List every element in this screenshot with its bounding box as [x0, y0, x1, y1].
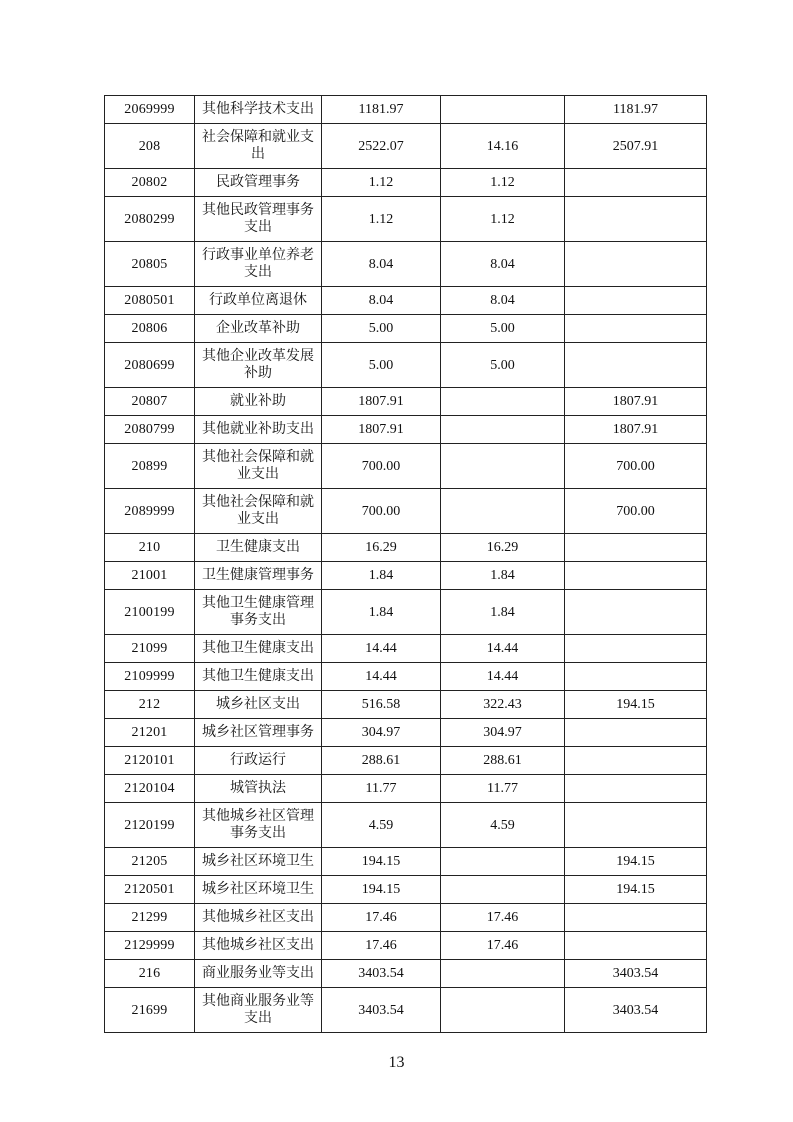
code-cell: 20899 [105, 444, 195, 489]
amount-cell-project [565, 534, 707, 562]
amount-cell-basic: 322.43 [441, 691, 565, 719]
code-cell: 210 [105, 534, 195, 562]
amount-cell-project: 700.00 [565, 489, 707, 534]
code-cell: 2120101 [105, 747, 195, 775]
table-row [105, 562, 707, 590]
table-row [105, 489, 707, 534]
name-cell: 其他卫生健康管理事务支出 [195, 590, 322, 635]
name-cell: 就业补助 [195, 388, 322, 416]
table-row [105, 691, 707, 719]
amount-cell-basic: 1.84 [441, 590, 565, 635]
table-row [105, 197, 707, 242]
name-cell: 其他社会保障和就业支出 [195, 444, 322, 489]
name-cell: 其他卫生健康支出 [195, 635, 322, 663]
table-row [105, 960, 707, 988]
table-row [105, 719, 707, 747]
amount-cell-basic [441, 444, 565, 489]
budget-table [104, 95, 707, 1033]
table-row [105, 444, 707, 489]
amount-cell-project: 3403.54 [565, 988, 707, 1033]
amount-cell-basic: 16.29 [441, 534, 565, 562]
table-row [105, 287, 707, 315]
amount-cell-project [565, 343, 707, 388]
code-cell: 2080799 [105, 416, 195, 444]
code-cell: 21299 [105, 904, 195, 932]
table-row [105, 96, 707, 124]
amount-cell-total: 288.61 [322, 747, 441, 775]
amount-cell-total: 17.46 [322, 904, 441, 932]
code-cell: 208 [105, 124, 195, 169]
table-row [105, 315, 707, 343]
name-cell: 商业服务业等支出 [195, 960, 322, 988]
amount-cell-total: 1181.97 [322, 96, 441, 124]
amount-cell-total: 700.00 [322, 489, 441, 534]
amount-cell-total: 17.46 [322, 932, 441, 960]
amount-cell-total: 1.84 [322, 562, 441, 590]
code-cell: 2080501 [105, 287, 195, 315]
code-cell: 2089999 [105, 489, 195, 534]
amount-cell-project: 194.15 [565, 876, 707, 904]
amount-cell-basic: 4.59 [441, 803, 565, 848]
amount-cell-project [565, 747, 707, 775]
table-row [105, 747, 707, 775]
amount-cell-project [565, 287, 707, 315]
amount-cell-project [565, 663, 707, 691]
amount-cell-project [565, 590, 707, 635]
amount-cell-project: 3403.54 [565, 960, 707, 988]
amount-cell-basic [441, 96, 565, 124]
amount-cell-project [565, 315, 707, 343]
amount-cell-total: 1.12 [322, 169, 441, 197]
name-cell: 其他就业补助支出 [195, 416, 322, 444]
name-cell: 城管执法 [195, 775, 322, 803]
name-cell: 其他城乡社区支出 [195, 932, 322, 960]
table-row [105, 388, 707, 416]
code-cell: 2109999 [105, 663, 195, 691]
code-cell: 20802 [105, 169, 195, 197]
code-cell: 21001 [105, 562, 195, 590]
amount-cell-basic: 14.44 [441, 635, 565, 663]
amount-cell-project [565, 932, 707, 960]
amount-cell-total: 194.15 [322, 876, 441, 904]
amount-cell-basic [441, 416, 565, 444]
amount-cell-basic [441, 876, 565, 904]
amount-cell-basic [441, 489, 565, 534]
amount-cell-project: 2507.91 [565, 124, 707, 169]
code-cell: 2080699 [105, 343, 195, 388]
amount-cell-project: 700.00 [565, 444, 707, 489]
amount-cell-total: 1.84 [322, 590, 441, 635]
name-cell: 其他民政管理事务支出 [195, 197, 322, 242]
table-row [105, 876, 707, 904]
name-cell: 行政运行 [195, 747, 322, 775]
code-cell: 2120199 [105, 803, 195, 848]
name-cell: 行政事业单位养老支出 [195, 242, 322, 287]
table-row [105, 169, 707, 197]
amount-cell-total: 3403.54 [322, 960, 441, 988]
amount-cell-basic: 14.16 [441, 124, 565, 169]
amount-cell-total: 5.00 [322, 315, 441, 343]
amount-cell-total: 194.15 [322, 848, 441, 876]
code-cell: 21201 [105, 719, 195, 747]
amount-cell-basic: 14.44 [441, 663, 565, 691]
code-cell: 216 [105, 960, 195, 988]
amount-cell-basic [441, 388, 565, 416]
amount-cell-basic [441, 988, 565, 1033]
amount-cell-total: 16.29 [322, 534, 441, 562]
amount-cell-total: 1.12 [322, 197, 441, 242]
amount-cell-total: 14.44 [322, 663, 441, 691]
amount-cell-project: 194.15 [565, 848, 707, 876]
table-row [105, 124, 707, 169]
table-row [105, 343, 707, 388]
code-cell: 2100199 [105, 590, 195, 635]
name-cell: 民政管理事务 [195, 169, 322, 197]
amount-cell-project: 1807.91 [565, 388, 707, 416]
amount-cell-project: 1807.91 [565, 416, 707, 444]
amount-cell-total: 1807.91 [322, 416, 441, 444]
table-row [105, 988, 707, 1033]
code-cell: 2120501 [105, 876, 195, 904]
amount-cell-total: 4.59 [322, 803, 441, 848]
code-cell: 20807 [105, 388, 195, 416]
amount-cell-basic: 8.04 [441, 242, 565, 287]
amount-cell-total: 8.04 [322, 242, 441, 287]
amount-cell-total: 516.58 [322, 691, 441, 719]
amount-cell-basic: 1.84 [441, 562, 565, 590]
amount-cell-total: 2522.07 [322, 124, 441, 169]
name-cell: 城乡社区环境卫生 [195, 876, 322, 904]
amount-cell-basic: 1.12 [441, 197, 565, 242]
amount-cell-total: 14.44 [322, 635, 441, 663]
name-cell: 城乡社区环境卫生 [195, 848, 322, 876]
code-cell: 20805 [105, 242, 195, 287]
code-cell: 21099 [105, 635, 195, 663]
amount-cell-basic: 8.04 [441, 287, 565, 315]
name-cell: 城乡社区支出 [195, 691, 322, 719]
amount-cell-basic: 5.00 [441, 315, 565, 343]
amount-cell-project [565, 562, 707, 590]
name-cell: 卫生健康管理事务 [195, 562, 322, 590]
table-row [105, 932, 707, 960]
amount-cell-project [565, 775, 707, 803]
table-row [105, 635, 707, 663]
amount-cell-project [565, 719, 707, 747]
name-cell: 其他城乡社区支出 [195, 904, 322, 932]
amount-cell-project [565, 242, 707, 287]
code-cell: 2129999 [105, 932, 195, 960]
amount-cell-total: 700.00 [322, 444, 441, 489]
code-cell: 21699 [105, 988, 195, 1033]
name-cell: 其他城乡社区管理事务支出 [195, 803, 322, 848]
name-cell: 城乡社区管理事务 [195, 719, 322, 747]
amount-cell-basic: 5.00 [441, 343, 565, 388]
name-cell: 其他企业改革发展补助 [195, 343, 322, 388]
name-cell: 卫生健康支出 [195, 534, 322, 562]
name-cell: 其他社会保障和就业支出 [195, 489, 322, 534]
amount-cell-total: 3403.54 [322, 988, 441, 1033]
code-cell: 20806 [105, 315, 195, 343]
table-row [105, 242, 707, 287]
amount-cell-total: 11.77 [322, 775, 441, 803]
code-cell: 2120104 [105, 775, 195, 803]
page-number: 13 [388, 1054, 405, 1071]
amount-cell-basic: 288.61 [441, 747, 565, 775]
code-cell: 212 [105, 691, 195, 719]
name-cell: 其他商业服务业等支出 [195, 988, 322, 1033]
name-cell: 社会保障和就业支出 [195, 124, 322, 169]
name-cell: 其他科学技术支出 [195, 96, 322, 124]
amount-cell-total: 304.97 [322, 719, 441, 747]
table-row [105, 803, 707, 848]
code-cell: 2069999 [105, 96, 195, 124]
amount-cell-basic: 11.77 [441, 775, 565, 803]
table-row [105, 904, 707, 932]
amount-cell-project: 1181.97 [565, 96, 707, 124]
table-row [105, 848, 707, 876]
table-row [105, 590, 707, 635]
amount-cell-project: 194.15 [565, 691, 707, 719]
amount-cell-basic: 304.97 [441, 719, 565, 747]
amount-cell-total: 5.00 [322, 343, 441, 388]
table-row [105, 416, 707, 444]
amount-cell-project [565, 803, 707, 848]
amount-cell-project [565, 635, 707, 663]
table-body [105, 96, 707, 1033]
amount-cell-total: 8.04 [322, 287, 441, 315]
code-cell: 2080299 [105, 197, 195, 242]
amount-cell-total: 1807.91 [322, 388, 441, 416]
amount-cell-project [565, 904, 707, 932]
amount-cell-basic: 17.46 [441, 932, 565, 960]
amount-cell-project [565, 169, 707, 197]
table-row [105, 775, 707, 803]
amount-cell-basic [441, 960, 565, 988]
amount-cell-basic [441, 848, 565, 876]
name-cell: 企业改革补助 [195, 315, 322, 343]
amount-cell-project [565, 197, 707, 242]
code-cell: 21205 [105, 848, 195, 876]
amount-cell-basic: 17.46 [441, 904, 565, 932]
name-cell: 其他卫生健康支出 [195, 663, 322, 691]
amount-cell-basic: 1.12 [441, 169, 565, 197]
table-row [105, 663, 707, 691]
table-row [105, 534, 707, 562]
name-cell: 行政单位离退休 [195, 287, 322, 315]
